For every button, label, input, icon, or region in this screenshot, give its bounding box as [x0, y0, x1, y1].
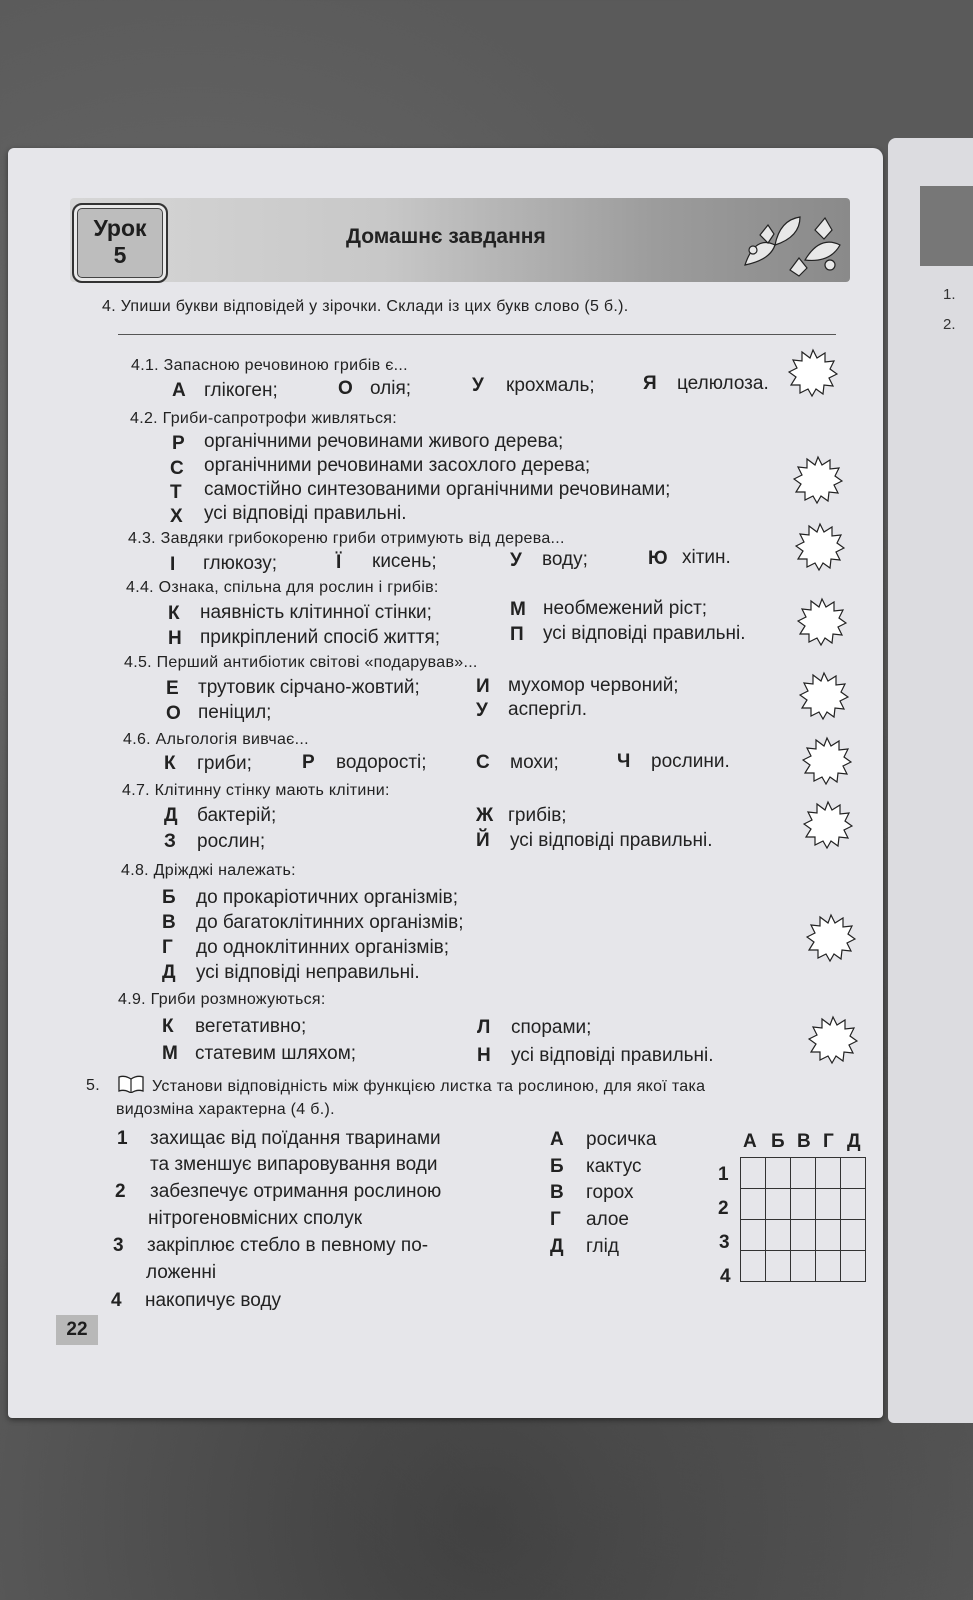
grid-cell[interactable]: [741, 1158, 766, 1189]
question-4-3: 4.3. Завдяки грибокореню гриби отримують від дерева...: [128, 530, 565, 547]
function-text: закріплює стебло в певному по-: [147, 1235, 429, 1256]
option-letter: Ж: [476, 805, 494, 826]
book-icon: [118, 1075, 144, 1093]
function-text: накопичує воду: [145, 1290, 282, 1311]
plant-letter: А: [550, 1129, 564, 1150]
question-4-7: 4.7. Клітинну стінку мають клітини:: [122, 782, 390, 799]
answer-star-4-3[interactable]: [795, 522, 845, 572]
option-text: наявність клітинної стінки;: [200, 602, 432, 623]
option-text: необмежений ріст;: [543, 598, 708, 619]
option-letter: М: [510, 599, 526, 620]
option-letter: П: [510, 624, 524, 645]
question-4-8: 4.8. Дріжджі належать:: [121, 862, 296, 879]
option-letter: Ю: [648, 548, 668, 569]
option-letter: М: [162, 1043, 178, 1064]
grid-row: [741, 1189, 866, 1220]
question-4-9: 4.9. Гриби розмножуються:: [118, 991, 326, 1008]
plant-name: кактус: [586, 1156, 642, 1177]
function-text: забезпечує отримання рослиною: [150, 1181, 442, 1202]
option-text: глюкозу;: [203, 553, 278, 574]
option-letter: Д: [162, 962, 176, 983]
question-4-5: 4.5. Перший антибіотик світові «подарував»...: [124, 654, 478, 671]
option-letter: Й: [476, 830, 490, 851]
next-page-edge: [888, 138, 973, 1423]
option-text: до прокаріотичних організмів;: [196, 887, 458, 908]
option-letter: К: [168, 603, 180, 624]
grid-cell[interactable]: [841, 1251, 866, 1282]
answer-star-4-1[interactable]: [788, 348, 838, 398]
grid-cell[interactable]: [841, 1189, 866, 1220]
option-text: водорості;: [336, 752, 427, 773]
option-text: до одноклітинних організмів;: [196, 937, 450, 958]
option-letter: К: [162, 1016, 174, 1037]
page-title: Домашнє завдання: [346, 225, 546, 248]
function-number: 4: [111, 1290, 122, 1311]
task4-instruction: 4. Упиши букви відповідей у зірочки. Склади із цих букв слово (5 б.).: [102, 298, 629, 315]
option-letter: А: [172, 380, 186, 401]
option-letter: У: [472, 375, 484, 396]
question-4-1: 4.1. Запасною речовиною грибів є...: [131, 357, 408, 374]
option-text: усі відповіді правильні.: [204, 503, 407, 524]
grid-col-header: А: [743, 1131, 757, 1152]
option-text: воду;: [542, 549, 588, 570]
grid-col-header: Б: [771, 1131, 785, 1152]
answer-star-4-2[interactable]: [793, 455, 843, 505]
option-letter: С: [476, 752, 490, 773]
plant-letter: Г: [550, 1209, 561, 1230]
option-text: крохмаль;: [506, 375, 595, 396]
option-letter: У: [476, 700, 488, 721]
question-4-4: 4.4. Ознака, спільна для рослин і грибів:: [126, 579, 439, 596]
option-text: мохи;: [510, 752, 559, 773]
option-text: усі відповіді неправильні.: [196, 962, 420, 983]
option-letter: Л: [477, 1017, 491, 1038]
grid-row-header: 4: [720, 1266, 731, 1287]
option-letter: Н: [168, 628, 182, 649]
lesson-word: Урок: [93, 215, 147, 241]
grid-cell[interactable]: [816, 1189, 841, 1220]
option-text: глікоген;: [204, 380, 278, 401]
option-text: грибів;: [508, 805, 567, 826]
option-text: усі відповіді правильні.: [510, 830, 713, 851]
grid-cell[interactable]: [816, 1158, 841, 1189]
option-text: кисень;: [372, 551, 437, 572]
option-letter: Б: [162, 887, 176, 908]
option-letter: У: [510, 550, 522, 571]
option-text: пеніцил;: [198, 702, 272, 723]
function-number: 2: [115, 1181, 126, 1202]
function-text: захищає від поїдання тваринами: [150, 1128, 441, 1149]
option-letter: Р: [302, 752, 315, 773]
option-letter: Н: [477, 1045, 491, 1066]
grid-row-header: 1: [718, 1164, 729, 1185]
grid-cell[interactable]: [766, 1189, 791, 1220]
grid-row-header: 2: [718, 1198, 729, 1219]
option-text: олія;: [370, 378, 412, 399]
function-number: 3: [113, 1235, 124, 1256]
option-text: самостійно синтезованими органічними речовинами;: [204, 479, 671, 500]
option-letter: Г: [162, 937, 173, 958]
option-text: до багатоклітинних організмів;: [196, 912, 464, 933]
option-letter: Ч: [617, 751, 631, 772]
option-text: рослини.: [651, 751, 730, 772]
function-number: 1: [117, 1128, 128, 1149]
grid-cell[interactable]: [841, 1158, 866, 1189]
grid-cell[interactable]: [791, 1189, 816, 1220]
option-text: усі відповіді правильні.: [543, 623, 746, 644]
next-page-number-1: 1.: [943, 286, 956, 303]
option-letter: В: [162, 912, 176, 933]
butterfly-decoration-icon: [735, 205, 850, 280]
grid-row: [741, 1220, 866, 1251]
answer-star-4-6[interactable]: [802, 736, 852, 786]
option-letter: Е: [166, 678, 179, 699]
question-4-6: 4.6. Альгологія вивчає...: [123, 731, 309, 748]
option-text: гриби;: [197, 753, 252, 774]
option-letter: Т: [170, 482, 182, 503]
option-text: усі відповіді правильні.: [511, 1045, 714, 1066]
option-letter: Р: [172, 433, 185, 454]
grid-cell[interactable]: [816, 1251, 841, 1282]
answer-star-4-4[interactable]: [797, 597, 847, 647]
option-text: органічними речовинами живого дерева;: [204, 431, 564, 452]
task5-number: 5.: [86, 1077, 100, 1094]
option-text: трутовик сірчано-жовтий;: [198, 677, 420, 698]
answer-grid: [740, 1157, 866, 1282]
option-letter: С: [170, 458, 184, 479]
plant-name: горох: [586, 1182, 634, 1203]
grid-cell[interactable]: [766, 1251, 791, 1282]
page-number: 22: [56, 1315, 98, 1345]
option-letter: Д: [164, 805, 178, 826]
option-letter: Я: [643, 373, 657, 394]
grid-cell[interactable]: [816, 1220, 841, 1251]
answer-star-4-5[interactable]: [799, 671, 849, 721]
grid-cell[interactable]: [741, 1220, 766, 1251]
plant-letter: Д: [550, 1236, 564, 1257]
option-text: мухомор червоний;: [508, 675, 679, 696]
grid-row: [741, 1251, 866, 1282]
grid-cell[interactable]: [741, 1189, 766, 1220]
answer-star-4-9[interactable]: [808, 1015, 858, 1065]
option-text: целюлоза.: [677, 373, 769, 394]
plant-name: глід: [586, 1236, 619, 1257]
lesson-badge: [72, 203, 168, 283]
grid-col-header: Г: [823, 1131, 834, 1152]
option-letter: З: [164, 831, 176, 852]
function-text: нітрогеновмісних сполук: [148, 1208, 363, 1229]
option-text: прикріплений спосіб життя;: [200, 627, 441, 648]
grid-col-header: В: [797, 1131, 811, 1152]
option-letter: І: [170, 554, 176, 575]
option-text: аспергіл.: [508, 699, 588, 720]
function-text: та зменшує випаровування води: [150, 1154, 438, 1175]
next-page-banner: [920, 186, 973, 266]
grid-cell[interactable]: [791, 1220, 816, 1251]
question-4-2: 4.2. Гриби-сапротрофи живляться:: [130, 410, 397, 427]
option-letter: О: [338, 378, 353, 399]
grid-cell[interactable]: [841, 1220, 866, 1251]
plant-letter: Б: [550, 1156, 564, 1177]
grid-cell[interactable]: [766, 1220, 791, 1251]
grid-col-header: Д: [847, 1131, 861, 1152]
answer-star-4-7[interactable]: [803, 800, 853, 850]
plant-name: росичка: [586, 1129, 657, 1150]
option-letter: Х: [170, 506, 183, 527]
option-text: статевим шляхом;: [195, 1043, 357, 1064]
option-letter: К: [164, 753, 176, 774]
option-letter: Ї: [336, 552, 342, 573]
grid-cell[interactable]: [791, 1251, 816, 1282]
task5-instruction-line1: Установи відповідність між функцією листка та рослиною, для якої така: [152, 1078, 706, 1095]
plant-name: алое: [586, 1209, 630, 1230]
next-page-number-2: 2.: [943, 316, 956, 333]
plant-letter: В: [550, 1182, 564, 1203]
option-text: спорами;: [511, 1017, 592, 1038]
divider-line: [118, 334, 836, 335]
option-text: бактерій;: [197, 805, 277, 826]
option-text: рослин;: [197, 831, 266, 852]
lesson-number: 5: [113, 242, 127, 268]
task5-instruction-line2: видозміна характерна (4 б.).: [116, 1101, 335, 1118]
grid-row-header: 3: [719, 1232, 730, 1253]
option-text: органічними речовинами засохлого дерева;: [204, 455, 591, 476]
option-letter: О: [166, 703, 181, 724]
grid-cell[interactable]: [766, 1158, 791, 1189]
option-text: хітин.: [682, 547, 731, 568]
option-letter: И: [476, 676, 490, 697]
grid-cell[interactable]: [741, 1251, 766, 1282]
answer-star-4-8[interactable]: [806, 913, 856, 963]
grid-row: [741, 1158, 866, 1189]
option-text: вегетативно;: [195, 1016, 307, 1037]
function-text: ложенні: [146, 1262, 217, 1283]
grid-cell[interactable]: [791, 1158, 816, 1189]
